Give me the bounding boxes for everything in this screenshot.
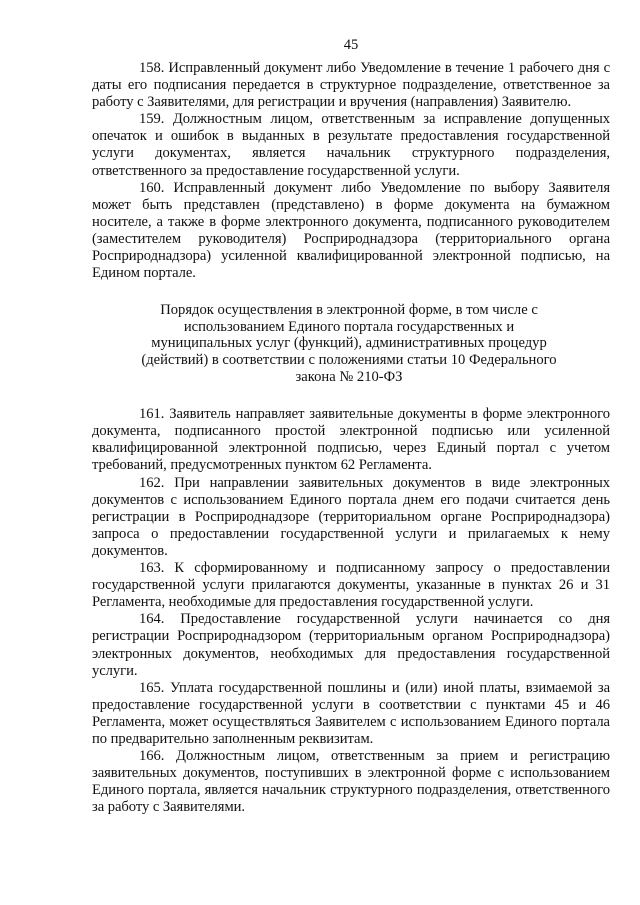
paragraph-163: 163. К сформированному и подписанному запросу о предоставлении государственной услуги прилагаются документы, указанные в пунктах 26 и 31 Регламента, необходимые для предоставления государственной услуги.	[92, 560, 610, 611]
paragraph-164: 164. Предоставление государственной услуги начинается со дня регистрации Росприроднадзором (территориальным органом Росприроднадзора) электронных документов, необходимых для предоставления государственной услуги.	[92, 611, 610, 679]
section-heading: Порядок осуществления в электронной форме, в том числе с использованием Единого портала государственных и муниципальных услуг (функций), административных процедур (действий) в соответствии с положениями статьи 10 Федерального закона № 210-ФЗ	[141, 302, 557, 385]
paragraph-165: 165. Уплата государственной пошлины и (или) иной платы, взимаемой за предоставление государственной услуги в соответствии с пунктами 45 и 46 Регламента, может осуществляться Заявителем с использованием Единого портала по предварительно заполненным реквизитам.	[92, 679, 610, 747]
paragraph-161: 161. Заявитель направляет заявительные документы в форме электронного документа, подписанного простой электронной подписью или усиленной квалифицированной электронной подписью, через Единый портал с учетом требований, предусмотренных пунктом 62 Регламента.	[92, 406, 610, 474]
paragraph-162: 162. При направлении заявительных документов в виде электронных документов с использованием Единого портала днем его подачи считается день регистрации в Росприроднадзоре (территориальном органе Росприроднадзора) запроса о предоставлении государственной услуги и прилагаемых к нему документов.	[92, 474, 610, 559]
paragraph-160: 160. Исправленный документ либо Уведомление по выбору Заявителя может быть представлен (представлено) в форме документа на бумажном носителе, а также в форме электронного документа, подписанного руководителем (заместителем руководителя) Росприроднадзора (территориального органа Росприроднадзора) усиленной квалифицированной электронной подписью, на Едином портале.	[92, 179, 610, 282]
page-number: 45	[343, 37, 359, 53]
paragraph-159: 159. Должностным лицом, ответственным за исправление допущенных опечаток и ошибок в выданных в результате предоставления государственной услуги документах, является начальник структурного подразделения, ответственного за предоставление государственной услуги.	[92, 111, 610, 179]
paragraph-166: 166. Должностным лицом, ответственным за прием и регистрацию заявительных документов, поступивших в электронной форме с использованием Единого портала, является начальник структурного подразделения, ответственного за работу с Заявителями.	[92, 748, 610, 816]
paragraph-158: 158. Исправленный документ либо Уведомление в течение 1 рабочего дня с даты его подписания передается в структурное подразделение, ответственное за работу с Заявителями, для регистрации и вручения (направления) Заявителю.	[92, 60, 610, 111]
